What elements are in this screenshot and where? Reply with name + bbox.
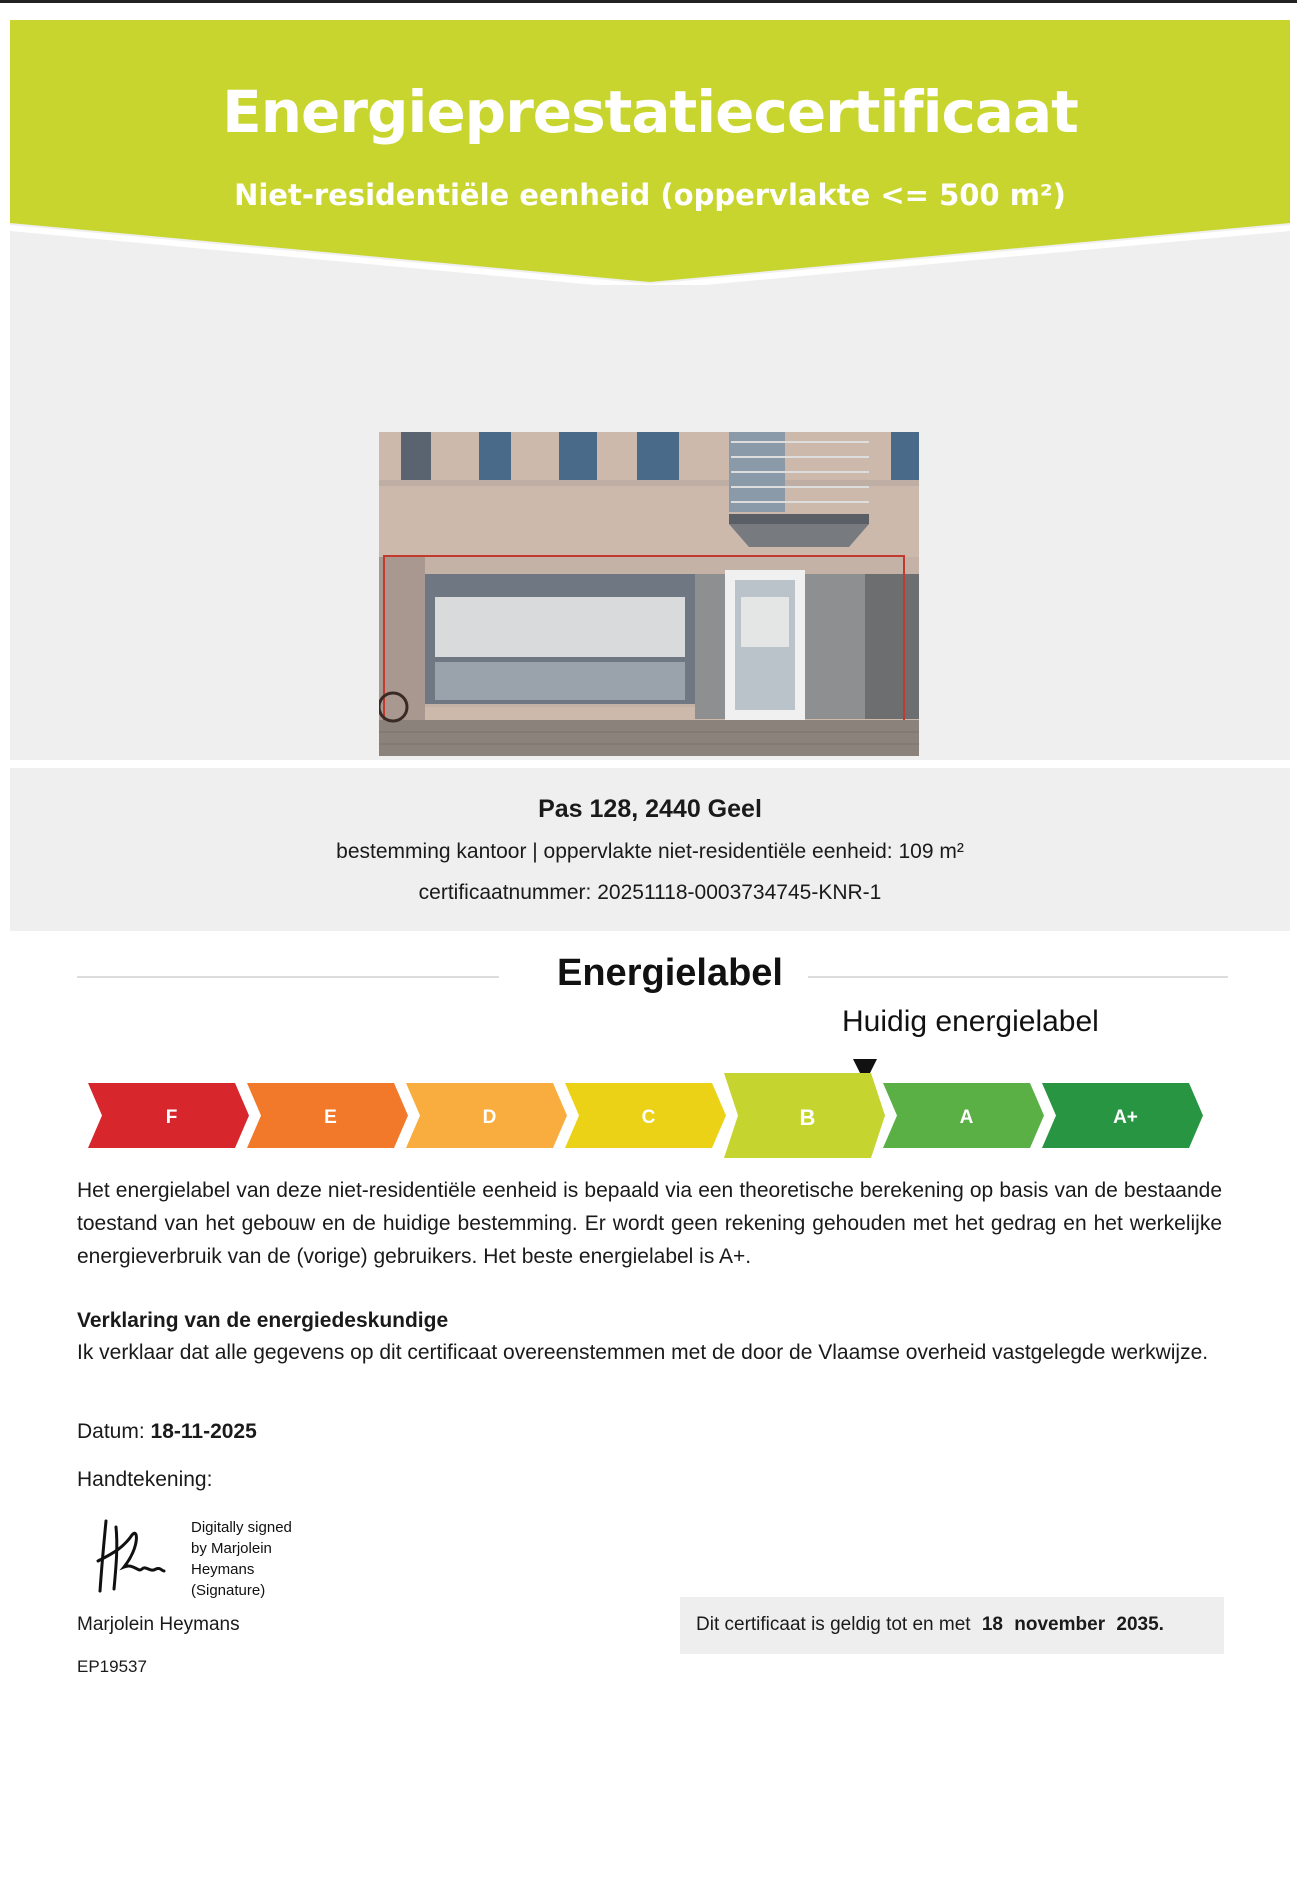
header-banner [10,20,1290,285]
validity-box [680,1597,1224,1654]
certificate-subtitle: Niet-residentiële eenheid (oppervlakte <= 500 m²) [234,178,1066,212]
energy-segment-label: F [165,1107,178,1128]
energy-segment-label: A+ [1113,1107,1138,1128]
energy-segment-label: A [959,1107,974,1128]
label-explanation: Het energielabel van deze niet-residentiële eenheid is bepaald via een theoretische berekening op basis van de bestaande toestand van het gebouw en de huidige bestemming. Er wordt geen rekening gehouden met het gedrag en het werkelijke energieverbruik van de (vorige) gebruikers. Het beste energielabel is A+. [77,1179,1222,1268]
date-row [77,1420,257,1444]
current-label-caption: Huidig energielabel [842,1005,1099,1038]
declaration-text: Ik verklaar dat alle gegevens op dit certificaat overeenstemmen met de door de Vlaamse overheid vastgelegde werkwijze. [77,1341,1209,1364]
certificate-number: certificaatnummer: 20251118-0003734745-KNR-1 [418,881,882,904]
digital-signature-note [191,1517,321,1601]
signature-label: Handtekening: [77,1468,213,1491]
signature-note-line: (Signature) [191,1582,266,1599]
energy-segment-label: C [641,1107,656,1128]
building-photo [379,432,919,756]
energy-label-scale [88,1073,1218,1158]
date-label: Datum: [77,1420,145,1443]
declaration-heading: Verklaring van de energiedeskundige [77,1309,449,1332]
property-info [10,768,1290,931]
heading-rule-left [77,976,499,978]
property-details: bestemming kantoor | oppervlakte niet-residentiële eenheid: 109 m² [336,840,964,863]
top-border [0,0,1297,3]
validity-year: 2035. [1116,1614,1164,1635]
property-address: Pas 128, 2440 Geel [538,795,762,823]
certificate-title: Energieprestatiecertificaat [222,78,1078,146]
energy-segment-label: E [324,1107,337,1128]
signature-note-line: by Marjolein [191,1540,272,1557]
validity-prefix: Dit certificaat is geldig tot en met [696,1614,971,1635]
signature-note-line: Heymans [191,1561,255,1578]
signature-note-line: Digitally signed [191,1519,292,1536]
date-value: 18-11-2025 [150,1420,257,1443]
energielabel-heading: Energielabel [557,952,783,994]
signer-id: EP19537 [77,1657,147,1676]
validity-text [696,1614,1164,1636]
signer-name: Marjolein Heymans [77,1614,240,1635]
energy-segment-label: B [799,1105,816,1130]
validity-day: 18 [981,1614,1003,1635]
validity-month: november [1014,1614,1106,1635]
handwritten-signature [94,1517,166,1595]
energy-segment-label: D [482,1107,497,1128]
heading-rule-right [808,976,1228,978]
